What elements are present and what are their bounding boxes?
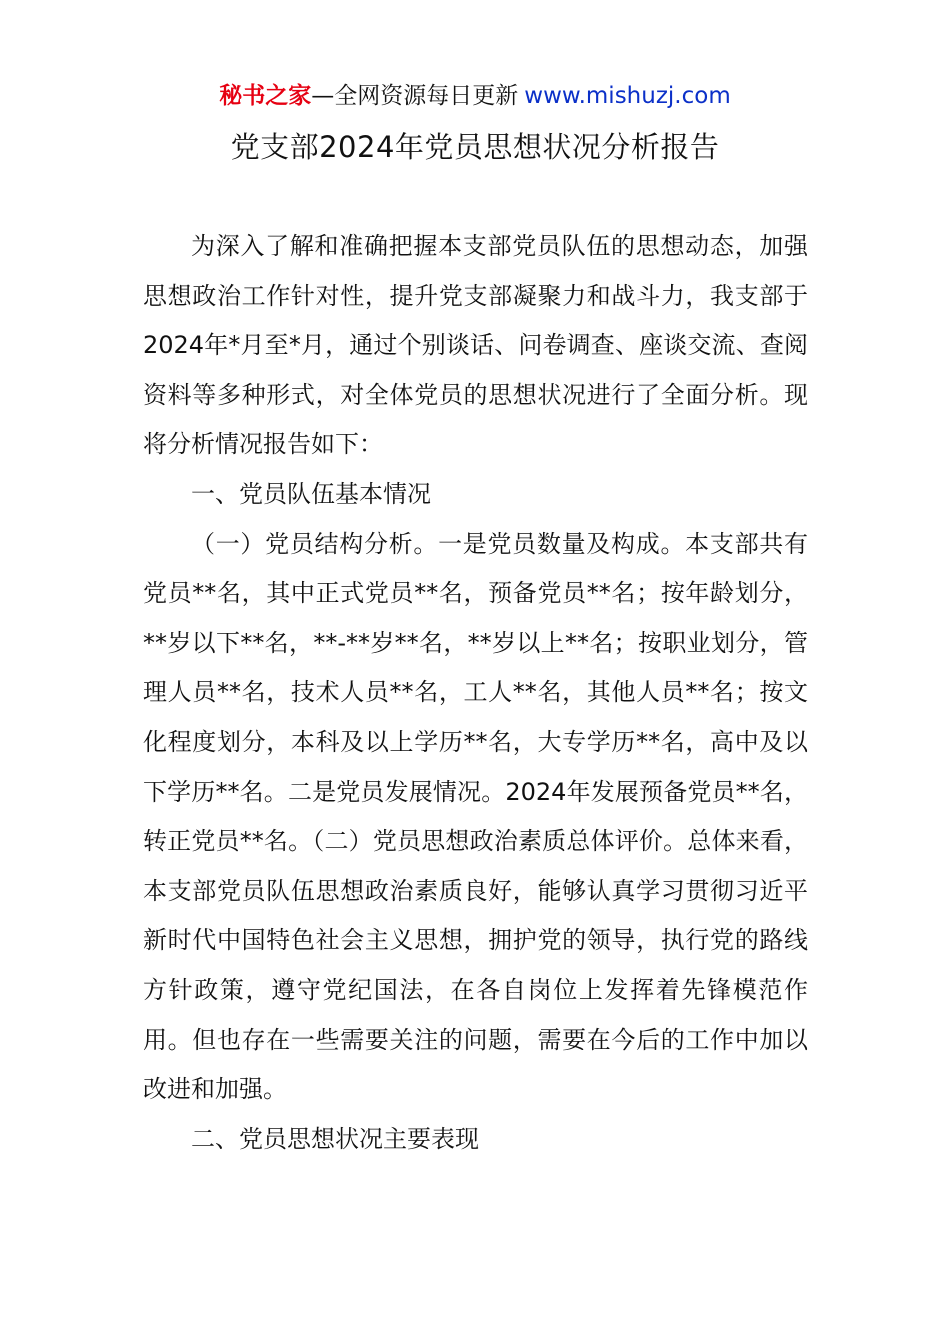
section-heading-2: 二、党员思想状况主要表现 <box>191 1124 479 1153</box>
site-tagline: —全网资源每日更新 <box>311 83 519 109</box>
site-url-link[interactable]: www.mishuzj.com <box>524 83 731 109</box>
section-1-paragraph: （一）党员结构分析。一是党员数量及构成。本支部共有党员**名，其中正式党员**名，预备党员**名；按年龄划分，**岁以下**名，**-**岁**名，**岁以上**名；按职业划分，管理人员**名，技术人员**名，工人**名，其他人员**名；按文化程度划分，本科及以上学历**名，大专学历**名，高中及以下学历**名。二是党员发展情况。2024年发展预备党员**名，转正党员**名。（二）党员思想政治素质总体评价。总体来看，本支部党员队伍思想政治素质良好，能够认真学习贯彻习近平新时代中国特色社会主义思想，拥护党的领导，执行党的路线方针政策，遵守党纪国法，在各自岗位上发挥着先锋模范作用。但也存在一些需要关注的问题，需要在今后的工作中加以改进和加强。 <box>143 529 808 1104</box>
site-brand: 秘书之家 <box>219 83 312 109</box>
document-body <box>143 222 808 1164</box>
site-banner <box>0 80 950 112</box>
section-heading-1: 一、党员队伍基本情况 <box>191 479 431 508</box>
document-title: 党支部2024年党员思想状况分析报告 <box>230 130 720 164</box>
intro-paragraph: 为深入了解和准确把握本支部党员队伍的思想动态，加强思想政治工作针对性，提升党支部凝聚力和战斗力，我支部于2024年*月至*月，通过个别谈话、问卷调查、座谈交流、查阅资料等多种形式，对全体党员的思想状况进行了全面分析。现将分析情况报告如下： <box>143 232 808 459</box>
